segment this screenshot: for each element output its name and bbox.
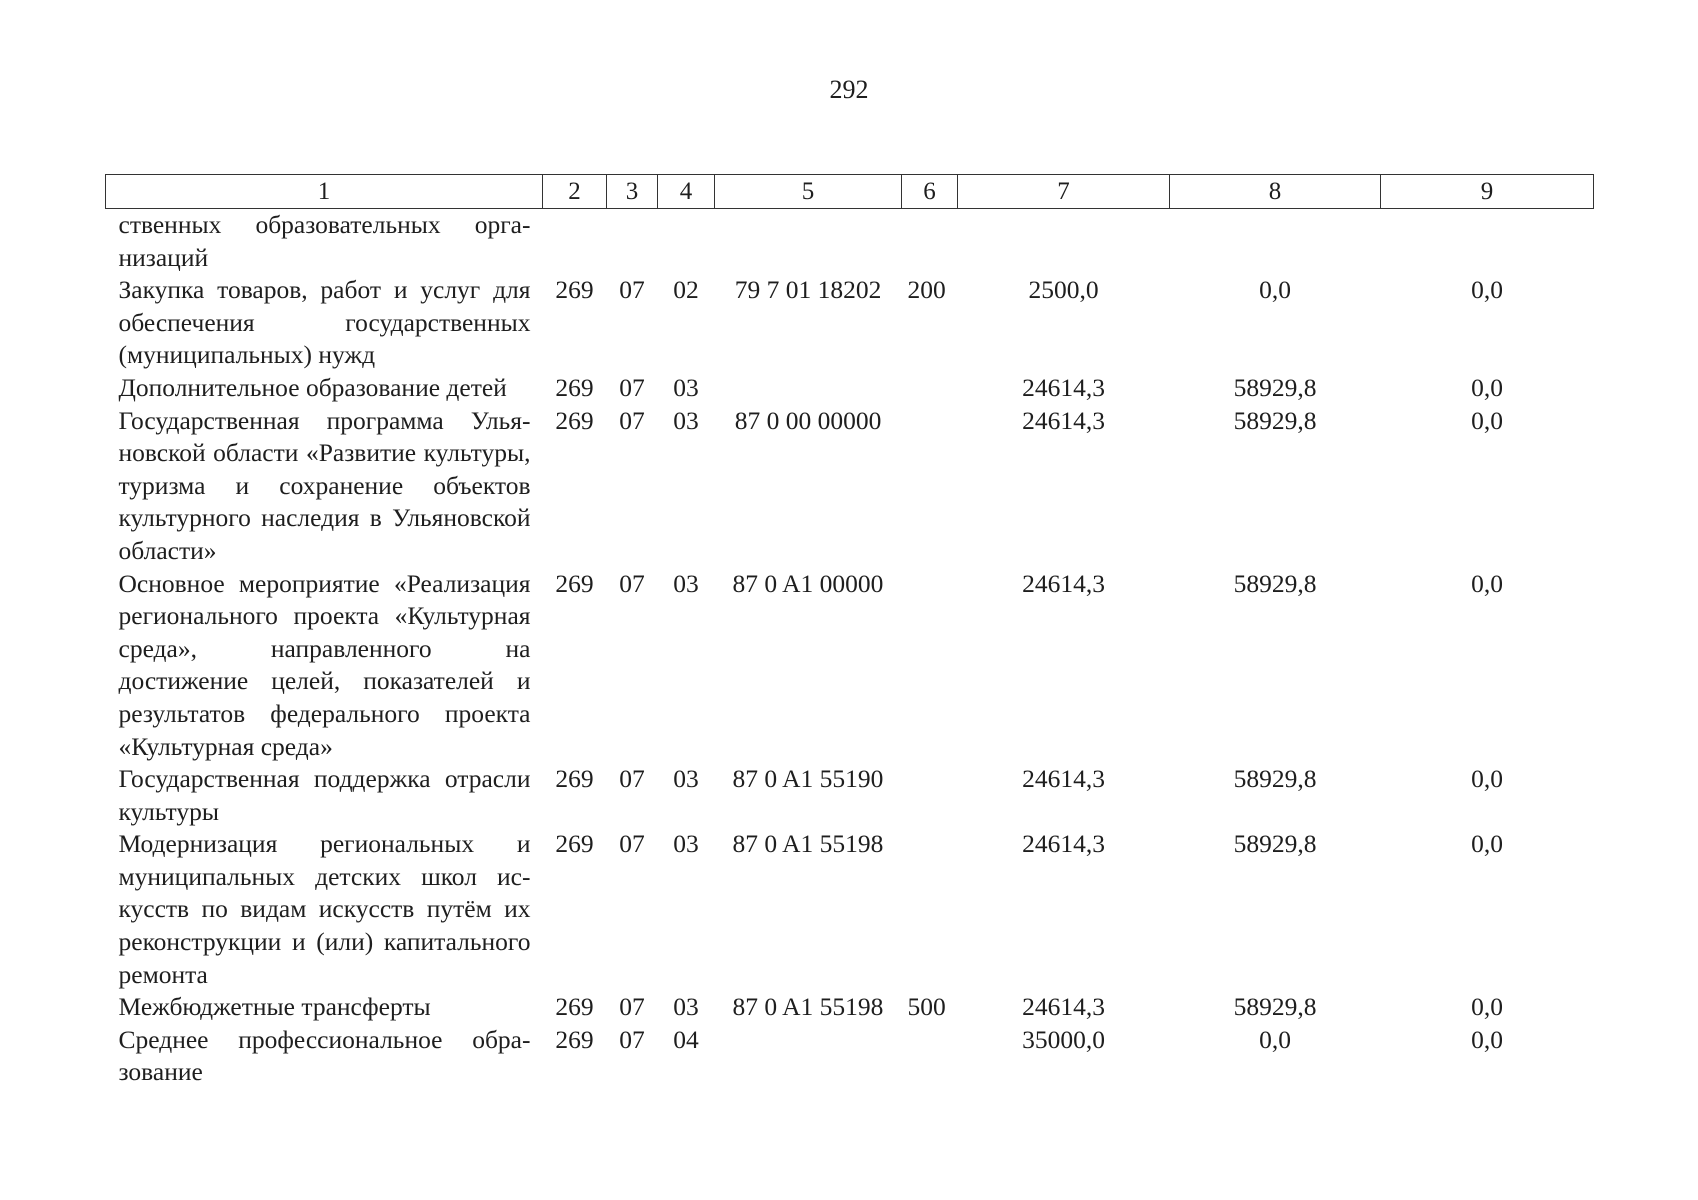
table-row xyxy=(106,763,1594,828)
amount-col-7: 35000,0 xyxy=(1022,1024,1105,1054)
budget-table-container xyxy=(105,174,1593,1089)
section-code: 07 xyxy=(619,405,645,435)
expense-type-code xyxy=(902,209,958,275)
row-description: Среднее профессиональное образование xyxy=(118,1024,531,1087)
admin-code: 269 xyxy=(555,275,594,305)
target-article-code xyxy=(715,209,902,275)
amount-col-7: 24614,3 xyxy=(1022,372,1105,402)
subsection-code: 02 xyxy=(673,275,699,305)
amount-col-9 xyxy=(1381,209,1594,275)
row-description: Основное мероприятие «Реализация регионального проекта «Культурная среда», направленного на достижение целей, показателей и результатов федерального проекта «Культурная среда» xyxy=(118,568,531,761)
page-number: 292 xyxy=(829,75,869,104)
expense-type-code: 500 xyxy=(907,992,946,1022)
section-code: 07 xyxy=(619,992,645,1022)
row-description: Модернизация региональных и муниципальных детских школ искусств по видам искусств путём их реконструкции и (или) капитального ремонта xyxy=(118,829,531,989)
row-description: ственных образовательных организаций xyxy=(118,210,531,272)
amount-col-7: 24614,3 xyxy=(1022,829,1105,859)
amount-col-7 xyxy=(958,209,1170,275)
column-header-5: 5 xyxy=(715,175,902,209)
target-article-code xyxy=(715,1024,902,1089)
amount-col-8: 58929,8 xyxy=(1233,568,1317,598)
amount-col-9: 0,0 xyxy=(1471,568,1503,598)
subsection-code: 03 xyxy=(673,372,699,402)
amount-col-8: 0,0 xyxy=(1259,275,1291,305)
column-header-1: 1 xyxy=(106,175,543,209)
subsection-code: 03 xyxy=(673,764,699,794)
row-description: Государственная поддержка отрасли культуры xyxy=(118,764,531,826)
table-row xyxy=(106,209,1594,275)
admin-code: 269 xyxy=(555,372,594,402)
target-article-code: 87 0 A1 00000 xyxy=(732,568,884,598)
section-code: 07 xyxy=(619,568,645,598)
column-header-4: 4 xyxy=(658,175,715,209)
amount-col-9: 0,0 xyxy=(1471,372,1503,402)
budget-table xyxy=(105,174,1594,1089)
amount-col-9: 0,0 xyxy=(1471,1024,1503,1054)
column-header-8: 8 xyxy=(1170,175,1381,209)
table-row xyxy=(106,405,1594,568)
expense-type-code xyxy=(902,568,958,764)
table-row xyxy=(106,1024,1594,1089)
amount-col-9: 0,0 xyxy=(1471,405,1503,435)
section-code xyxy=(607,209,658,275)
table-body xyxy=(106,209,1594,1090)
amount-col-8: 58929,8 xyxy=(1233,405,1317,435)
table-header xyxy=(106,175,1594,209)
amount-col-7: 24614,3 xyxy=(1022,405,1105,435)
amount-col-7: 24614,3 xyxy=(1022,764,1105,794)
column-header-9: 9 xyxy=(1381,175,1594,209)
subsection-code: 03 xyxy=(673,992,699,1022)
target-article-code xyxy=(715,372,902,405)
section-code: 07 xyxy=(619,764,645,794)
admin-code: 269 xyxy=(555,568,594,598)
section-code: 07 xyxy=(619,1024,645,1054)
expense-type-code xyxy=(902,828,958,991)
amount-col-8: 58929,8 xyxy=(1233,372,1317,402)
expense-type-code: 200 xyxy=(907,275,946,305)
table-row xyxy=(106,372,1594,405)
subsection-code: 03 xyxy=(673,568,699,598)
admin-code: 269 xyxy=(555,992,594,1022)
column-header-2: 2 xyxy=(543,175,607,209)
section-code: 07 xyxy=(619,372,645,402)
amount-col-8 xyxy=(1170,209,1381,275)
admin-code: 269 xyxy=(555,405,594,435)
amount-col-9: 0,0 xyxy=(1471,829,1503,859)
table-row xyxy=(106,568,1594,764)
amount-col-7: 2500,0 xyxy=(1028,275,1099,305)
amount-col-8: 0,0 xyxy=(1259,1024,1291,1054)
column-header-7: 7 xyxy=(958,175,1170,209)
row-description: Межбюджетные трансферты xyxy=(118,992,431,1022)
table-row xyxy=(106,991,1594,1024)
subsection-code: 03 xyxy=(673,829,699,859)
amount-col-7: 24614,3 xyxy=(1022,992,1105,1022)
table-row xyxy=(106,274,1594,372)
target-article-code: 87 0 A1 55198 xyxy=(732,829,884,859)
subsection-code xyxy=(658,209,715,275)
amount-col-8: 58929,8 xyxy=(1233,829,1317,859)
subsection-code: 03 xyxy=(673,405,699,435)
section-code: 07 xyxy=(619,275,645,305)
target-article-code: 79 7 01 18202 xyxy=(734,275,882,305)
admin-code: 269 xyxy=(555,764,594,794)
target-article-code: 87 0 00 00000 xyxy=(734,405,882,435)
column-header-3: 3 xyxy=(607,175,658,209)
target-article-code: 87 0 A1 55198 xyxy=(732,992,884,1022)
amount-col-8: 58929,8 xyxy=(1233,992,1317,1022)
row-description: Государственная программа Ульяновской области «Развитие культуры, туризма и сохранение объектов культурного наследия в Ульяновской области» xyxy=(118,405,531,565)
expense-type-code xyxy=(902,1024,958,1089)
target-article-code: 87 0 A1 55190 xyxy=(732,764,884,794)
admin-code xyxy=(543,209,607,275)
expense-type-code xyxy=(902,372,958,405)
amount-col-7: 24614,3 xyxy=(1022,568,1105,598)
amount-col-9: 0,0 xyxy=(1471,764,1503,794)
amount-col-8: 58929,8 xyxy=(1233,764,1317,794)
admin-code: 269 xyxy=(555,1024,594,1054)
amount-col-9: 0,0 xyxy=(1471,275,1503,305)
amount-col-9: 0,0 xyxy=(1471,992,1503,1022)
table-row xyxy=(106,828,1594,991)
admin-code: 269 xyxy=(555,829,594,859)
expense-type-code xyxy=(902,405,958,568)
expense-type-code xyxy=(902,763,958,828)
header-row xyxy=(106,175,1594,209)
section-code: 07 xyxy=(619,829,645,859)
row-description: Дополнительное образование детей xyxy=(118,372,507,402)
subsection-code: 04 xyxy=(673,1024,699,1054)
column-header-6: 6 xyxy=(902,175,958,209)
row-description: Закупка товаров, работ и услуг для обеспечения государственных (муниципальных) нужд xyxy=(118,275,531,370)
